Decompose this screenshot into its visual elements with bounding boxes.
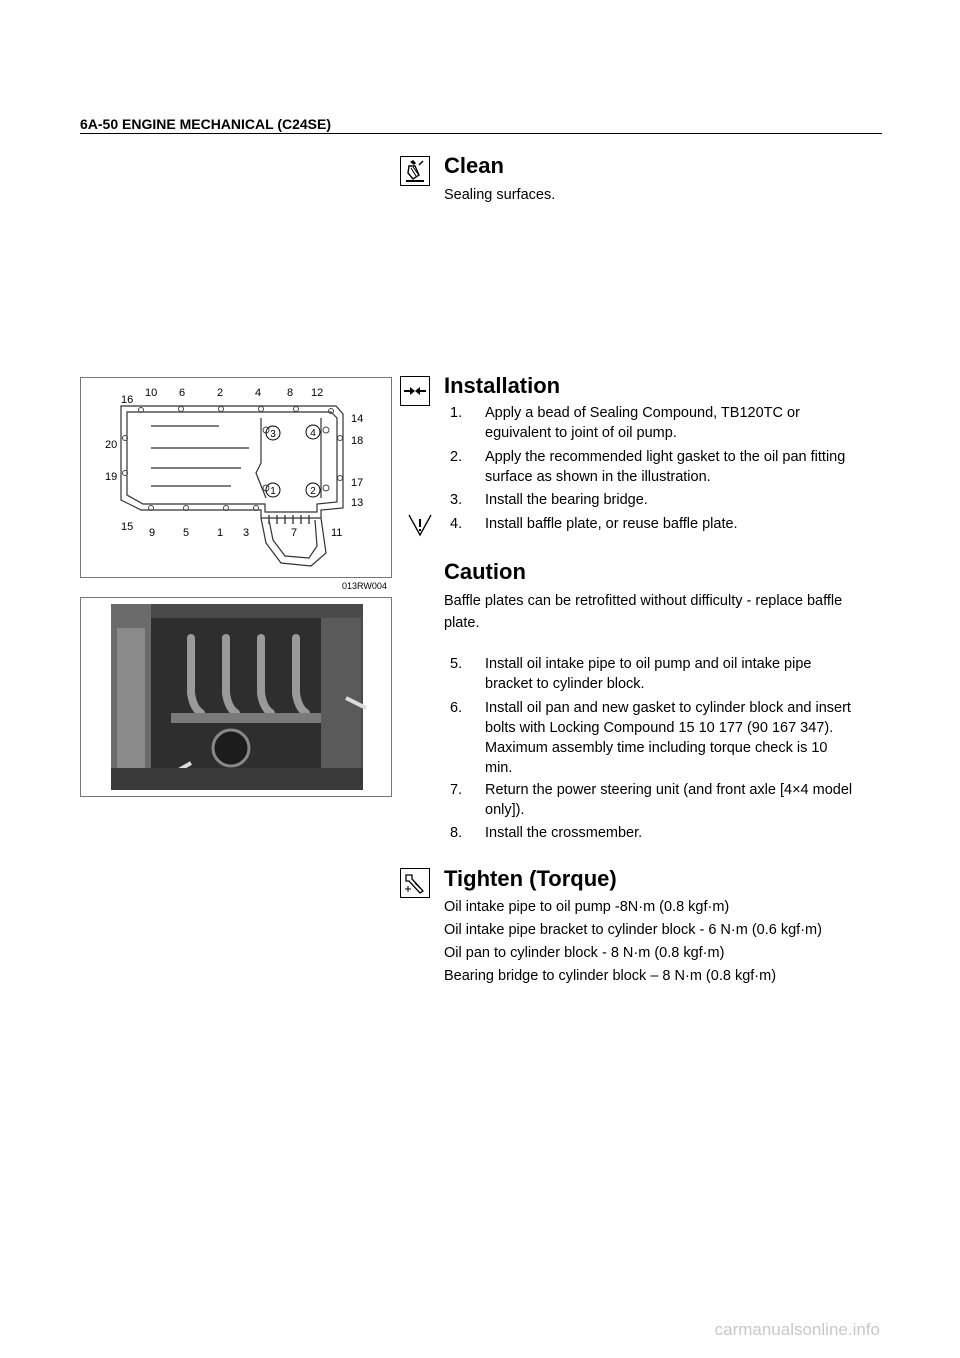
bolt-number-label: 7 xyxy=(291,527,298,539)
bolt-number-label: 4 xyxy=(255,387,262,399)
item-number: 8. xyxy=(450,825,463,841)
item-number: 4. xyxy=(450,516,463,532)
caution-text xyxy=(444,590,842,634)
bolt-number-label: 5 xyxy=(183,527,190,539)
bolt-number-label: 13 xyxy=(351,497,364,509)
item-text-line: bolts with Locking Compound 15 10 177 (90 167 347). xyxy=(485,720,834,736)
item-text-line: Install the crossmember. xyxy=(485,825,643,841)
item-number: 6. xyxy=(450,700,463,716)
cleaning-brush-icon xyxy=(400,156,430,186)
bolt-number-label: 12 xyxy=(311,387,324,399)
bolt-number-label: 17 xyxy=(351,477,364,489)
step-8 xyxy=(450,823,890,843)
bolt-number-label: 3 xyxy=(243,527,250,539)
bolt-number-label: 14 xyxy=(351,413,364,425)
item-text-line: Install baffle plate, or reuse baffle plate. xyxy=(485,516,738,532)
item-text-line: Install oil pan and new gasket to cylinder block and insert xyxy=(485,700,851,716)
caution-text-line: plate. xyxy=(444,615,480,631)
item-text-line: Return the power steering unit (and front axle [4×4 model xyxy=(485,782,853,798)
bolt-number-label: 8 xyxy=(287,387,294,399)
installation-arrows-icon xyxy=(400,376,430,406)
item-number: 2. xyxy=(450,449,463,465)
item-text-line: Install the bearing bridge. xyxy=(485,492,648,508)
bolt-number-label: 6 xyxy=(179,387,186,399)
tighten-title: Tighten (Torque) xyxy=(444,866,617,891)
oil-pan-bolt-diagram xyxy=(80,377,392,578)
bolt-number-label: 15 xyxy=(121,521,134,533)
page-header: 6A-50 ENGINE MECHANICAL (C24SE) xyxy=(80,116,332,132)
item-text-line: Apply a bead of Sealing Compound, TB120TC or xyxy=(485,405,800,421)
installation-item-4 xyxy=(450,514,890,534)
item-text-line: Install oil intake pipe to oil pump and oil intake pipe xyxy=(485,656,812,672)
item-text-line: Maximum assembly time including torque check is 10 xyxy=(485,740,828,756)
item-number: 5. xyxy=(450,656,463,672)
torque-spec-line: Oil pan to cylinder block - 8 N·m (0.8 kgf·m) xyxy=(444,945,725,961)
step-5 xyxy=(450,654,890,694)
warning-triangle-icon xyxy=(407,513,433,537)
item-text-line: surface as shown in the illustration. xyxy=(485,469,711,485)
engine-photo xyxy=(80,597,392,797)
installation-item-2 xyxy=(450,447,890,487)
item-text-line: only]). xyxy=(485,802,525,818)
item-number: 3. xyxy=(450,492,463,508)
circled-number-label: 3 xyxy=(270,429,276,440)
circled-number-label: 1 xyxy=(270,486,276,497)
header-rule xyxy=(80,133,882,134)
item-text-line: min. xyxy=(485,760,513,776)
item-text-line: bracket to cylinder block. xyxy=(485,676,645,692)
torque-spec-line: Oil intake pipe to oil pump -8N·m (0.8 kgf·m) xyxy=(444,899,730,915)
bolt-number-label: 20 xyxy=(105,439,118,451)
installation-item-1 xyxy=(450,403,890,443)
bolt-number-label: 9 xyxy=(149,527,156,539)
item-number: 1. xyxy=(450,405,463,421)
bolt-number-label: 18 xyxy=(351,435,364,447)
installation-title: Installation xyxy=(444,373,561,398)
step-6 xyxy=(450,698,890,778)
installation-item-3 xyxy=(450,490,890,510)
item-text-line: Apply the recommended light gasket to the oil pan fitting xyxy=(485,449,846,465)
torque-spec-line: Bearing bridge to cylinder block – 8 N·m (0.8 kgf·m) xyxy=(444,968,777,984)
clean-text: Sealing surfaces. xyxy=(444,187,556,203)
bolt-number-label: 19 xyxy=(105,471,118,483)
bolt-number-label: 2 xyxy=(217,387,224,399)
item-number: 7. xyxy=(450,782,463,798)
caution-title: Caution xyxy=(444,559,526,584)
clean-title: Clean xyxy=(444,153,504,178)
bolt-number-label: 1 xyxy=(217,527,224,539)
caution-text-line: Baffle plates can be retrofitted without difficulty - replace baffle xyxy=(444,593,843,609)
watermark: carmanualsonline.info xyxy=(714,1320,880,1339)
torque-wrench-icon xyxy=(400,868,430,898)
circled-number-label: 2 xyxy=(310,486,316,497)
diagram-caption: 013RW004 xyxy=(342,581,387,591)
bolt-number-label: 10 xyxy=(145,387,158,399)
bolt-number-label: 11 xyxy=(331,527,343,539)
step-7 xyxy=(450,780,890,820)
item-text-line: eguivalent to joint of oil pump. xyxy=(485,425,677,441)
bolt-number-label: 16 xyxy=(121,394,134,406)
torque-spec-line: Oil intake pipe bracket to cylinder block - 6 N·m (0.6 kgf·m) xyxy=(444,922,822,938)
circled-number-label: 4 xyxy=(310,428,316,439)
